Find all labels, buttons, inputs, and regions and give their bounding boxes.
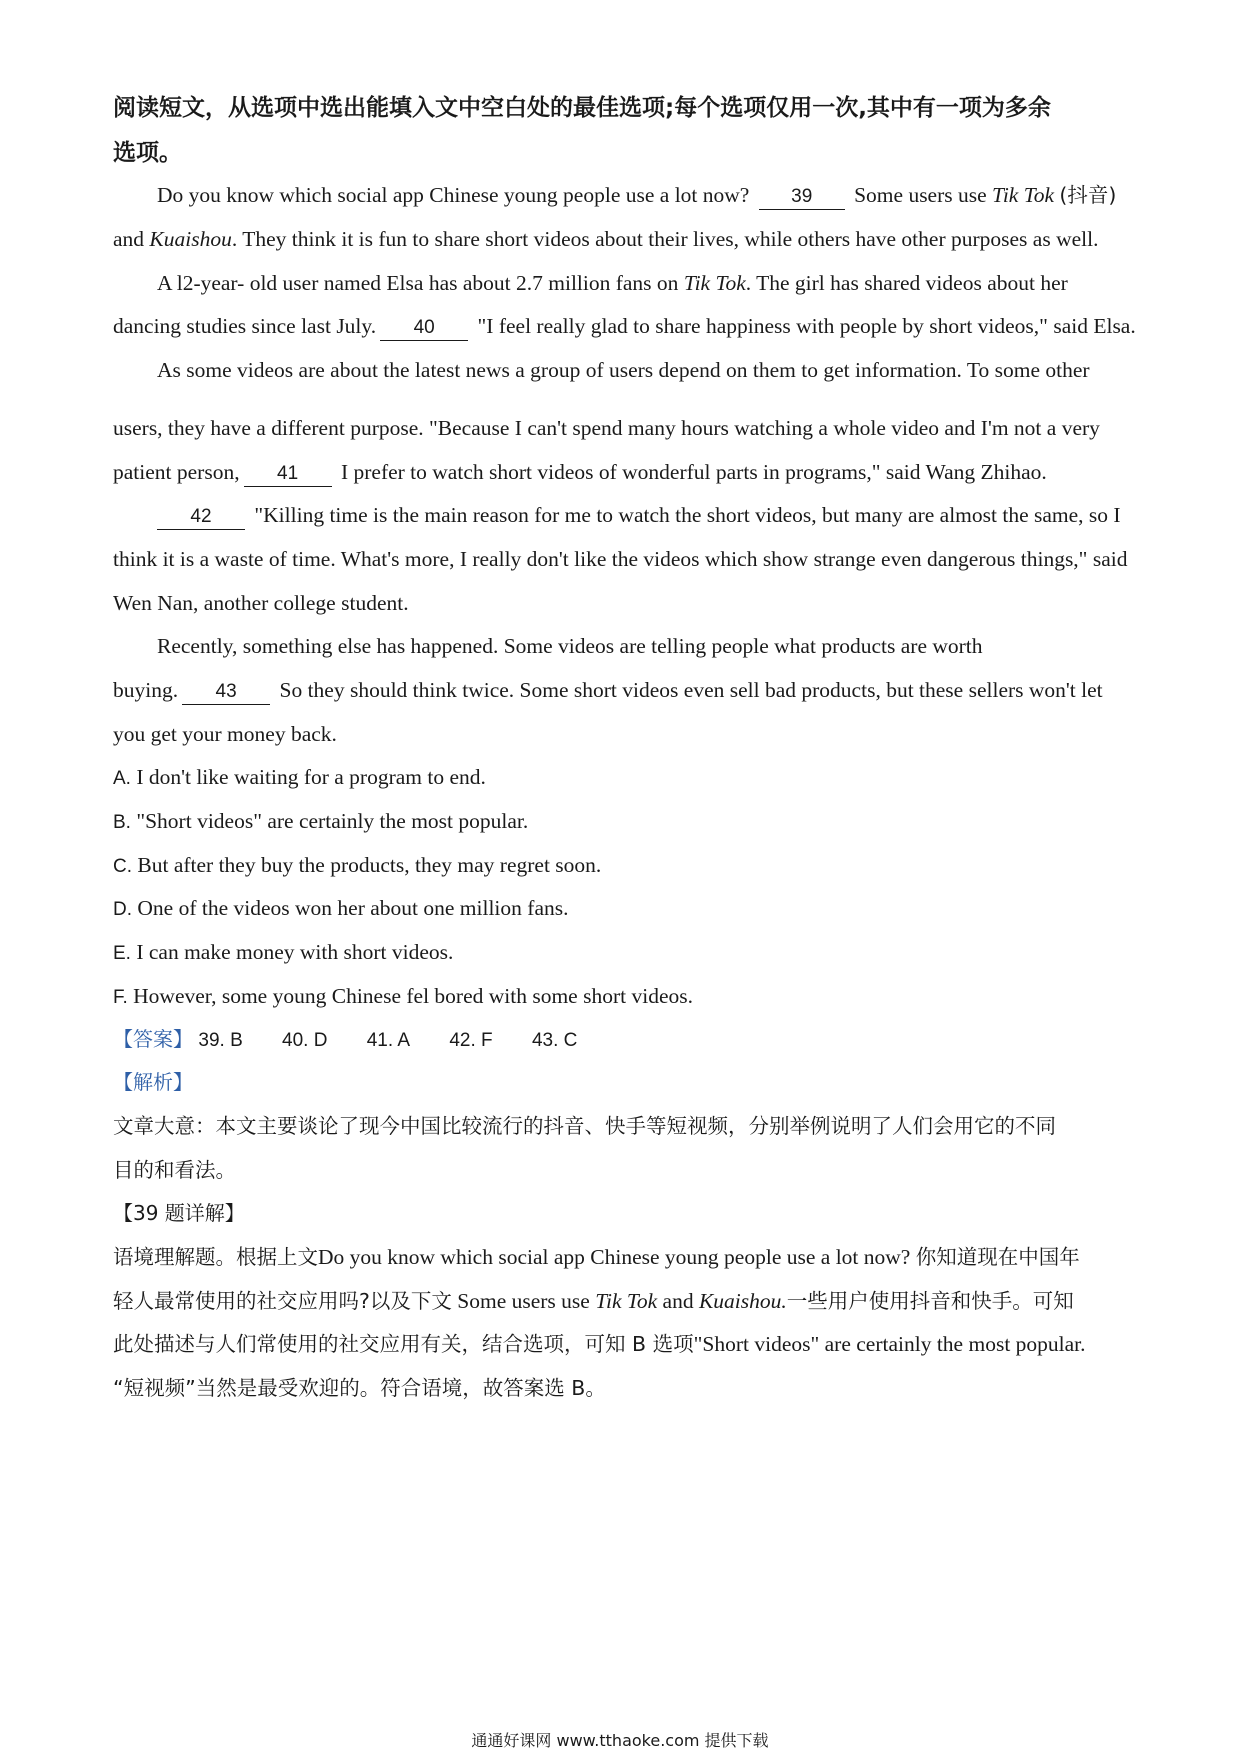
q39-line-3: 此处描述与人们常使用的社交应用有关，结合选项，可知 B 选项"Short videos" are certainly the most popular. — [113, 1332, 1086, 1356]
blank-43: 43 — [182, 680, 270, 705]
passage-p3-line-2: users, they have a different purpose. "Because I can't spend many hours watching a whole video and I'm not a very — [113, 416, 1100, 440]
q39-line-1: 语境理解题。根据上文Do you know which social app Chinese young people use a lot now? 你知道现在中国年 — [113, 1245, 1080, 1269]
option-e: E. I can make money with short videos. — [113, 940, 454, 964]
passage-p1-line-1: Do you know which social app Chinese young people use a lot now? 39 Some users use Tik Tok (抖音) — [157, 180, 1116, 210]
option-c: C. But after they buy the products, they may regret soon. — [113, 853, 602, 877]
passage-p4-line-3: Wen Nan, another college student. — [113, 591, 409, 615]
answer-42: 42. F — [449, 1030, 493, 1051]
q39-line-4: “短视频”当然是最受欢迎的。符合语境，故答案选 B。 — [113, 1376, 606, 1400]
summary-line-1: 文章大意：本文主要谈论了现今中国比较流行的抖音、快手等短视频，分别举例说明了人们会用它的不同 — [113, 1114, 1056, 1138]
q39-line-2: 轻人最常使用的社交应用吗?以及下文 Some users use Tik Tok and Kuaishou.一些用户使用抖音和快手。可知 — [113, 1289, 1074, 1313]
passage-p4-line-1: 42 "Killing time is the main reason for me to watch the short videos, but many are almost the same, so I — [157, 500, 1121, 530]
option-a: A. I don't like waiting for a program to end. — [113, 765, 486, 789]
passage-p2-line-2: dancing studies since last July. 40 "I feel really glad to share happiness with people by short videos," said Elsa. — [113, 311, 1136, 341]
answer-40: 40. D — [282, 1030, 328, 1051]
blank-40: 40 — [380, 316, 468, 341]
blank-39: 39 — [759, 185, 845, 210]
answer-39: 39. B — [198, 1030, 243, 1051]
passage-p4-line-2: think it is a waste of time. What's more, I really don't like the videos which show strange even dangerous things," said — [113, 547, 1128, 571]
passage-p5-line-1: Recently, something else has happened. Some videos are telling people what products are worth — [157, 634, 983, 658]
page-footer: 通通好课网 www.tthaoke.com 提供下载 — [471, 1731, 769, 1750]
answer-line — [113, 1024, 611, 1056]
passage-p3-line-3: patient person, 41 I prefer to watch short videos of wonderful parts in programs," said Wang Zhihao. — [113, 457, 1047, 487]
passage-p3-line-1: As some videos are about the latest news a group of users depend on them to get information. To some other — [157, 358, 1090, 382]
instruction-line-2: 选项。 — [113, 140, 182, 166]
answer-43: 43. C — [531, 1030, 578, 1051]
passage-p5-line-3: you get your money back. — [113, 722, 337, 746]
answer-41: 41. A — [366, 1030, 411, 1051]
analysis-tag: 【解析】 — [113, 1070, 193, 1094]
option-b: B. "Short videos" are certainly the most popular. — [113, 809, 529, 833]
blank-41: 41 — [244, 462, 332, 487]
passage-p1-line-2: and Kuaishou. They think it is fun to share short videos about their lives, while others have other purposes as well. — [113, 227, 1099, 251]
summary-line-2: 目的和看法。 — [113, 1158, 236, 1182]
answer-tag: 【答案】 — [113, 1027, 193, 1051]
option-f: F. However, some young Chinese fel bored with some short videos. — [113, 984, 693, 1008]
option-d: D. One of the videos won her about one million fans. — [113, 896, 569, 920]
instruction-line-1: 阅读短文，从选项中选出能填入文中空白处的最佳选项;每个选项仅用一次,其中有一项为多余 — [113, 95, 1051, 121]
passage-p5-line-2: buying. 43 So they should think twice. Some short videos even sell bad products, but these sellers won't let — [113, 675, 1103, 705]
blank-42: 42 — [157, 505, 245, 530]
passage-p2-line-1: A l2-year- old user named Elsa has about 2.7 million fans on Tik Tok. The girl has shared videos about her — [157, 271, 1068, 295]
q39-tag: 【39 题详解】 — [113, 1201, 245, 1225]
